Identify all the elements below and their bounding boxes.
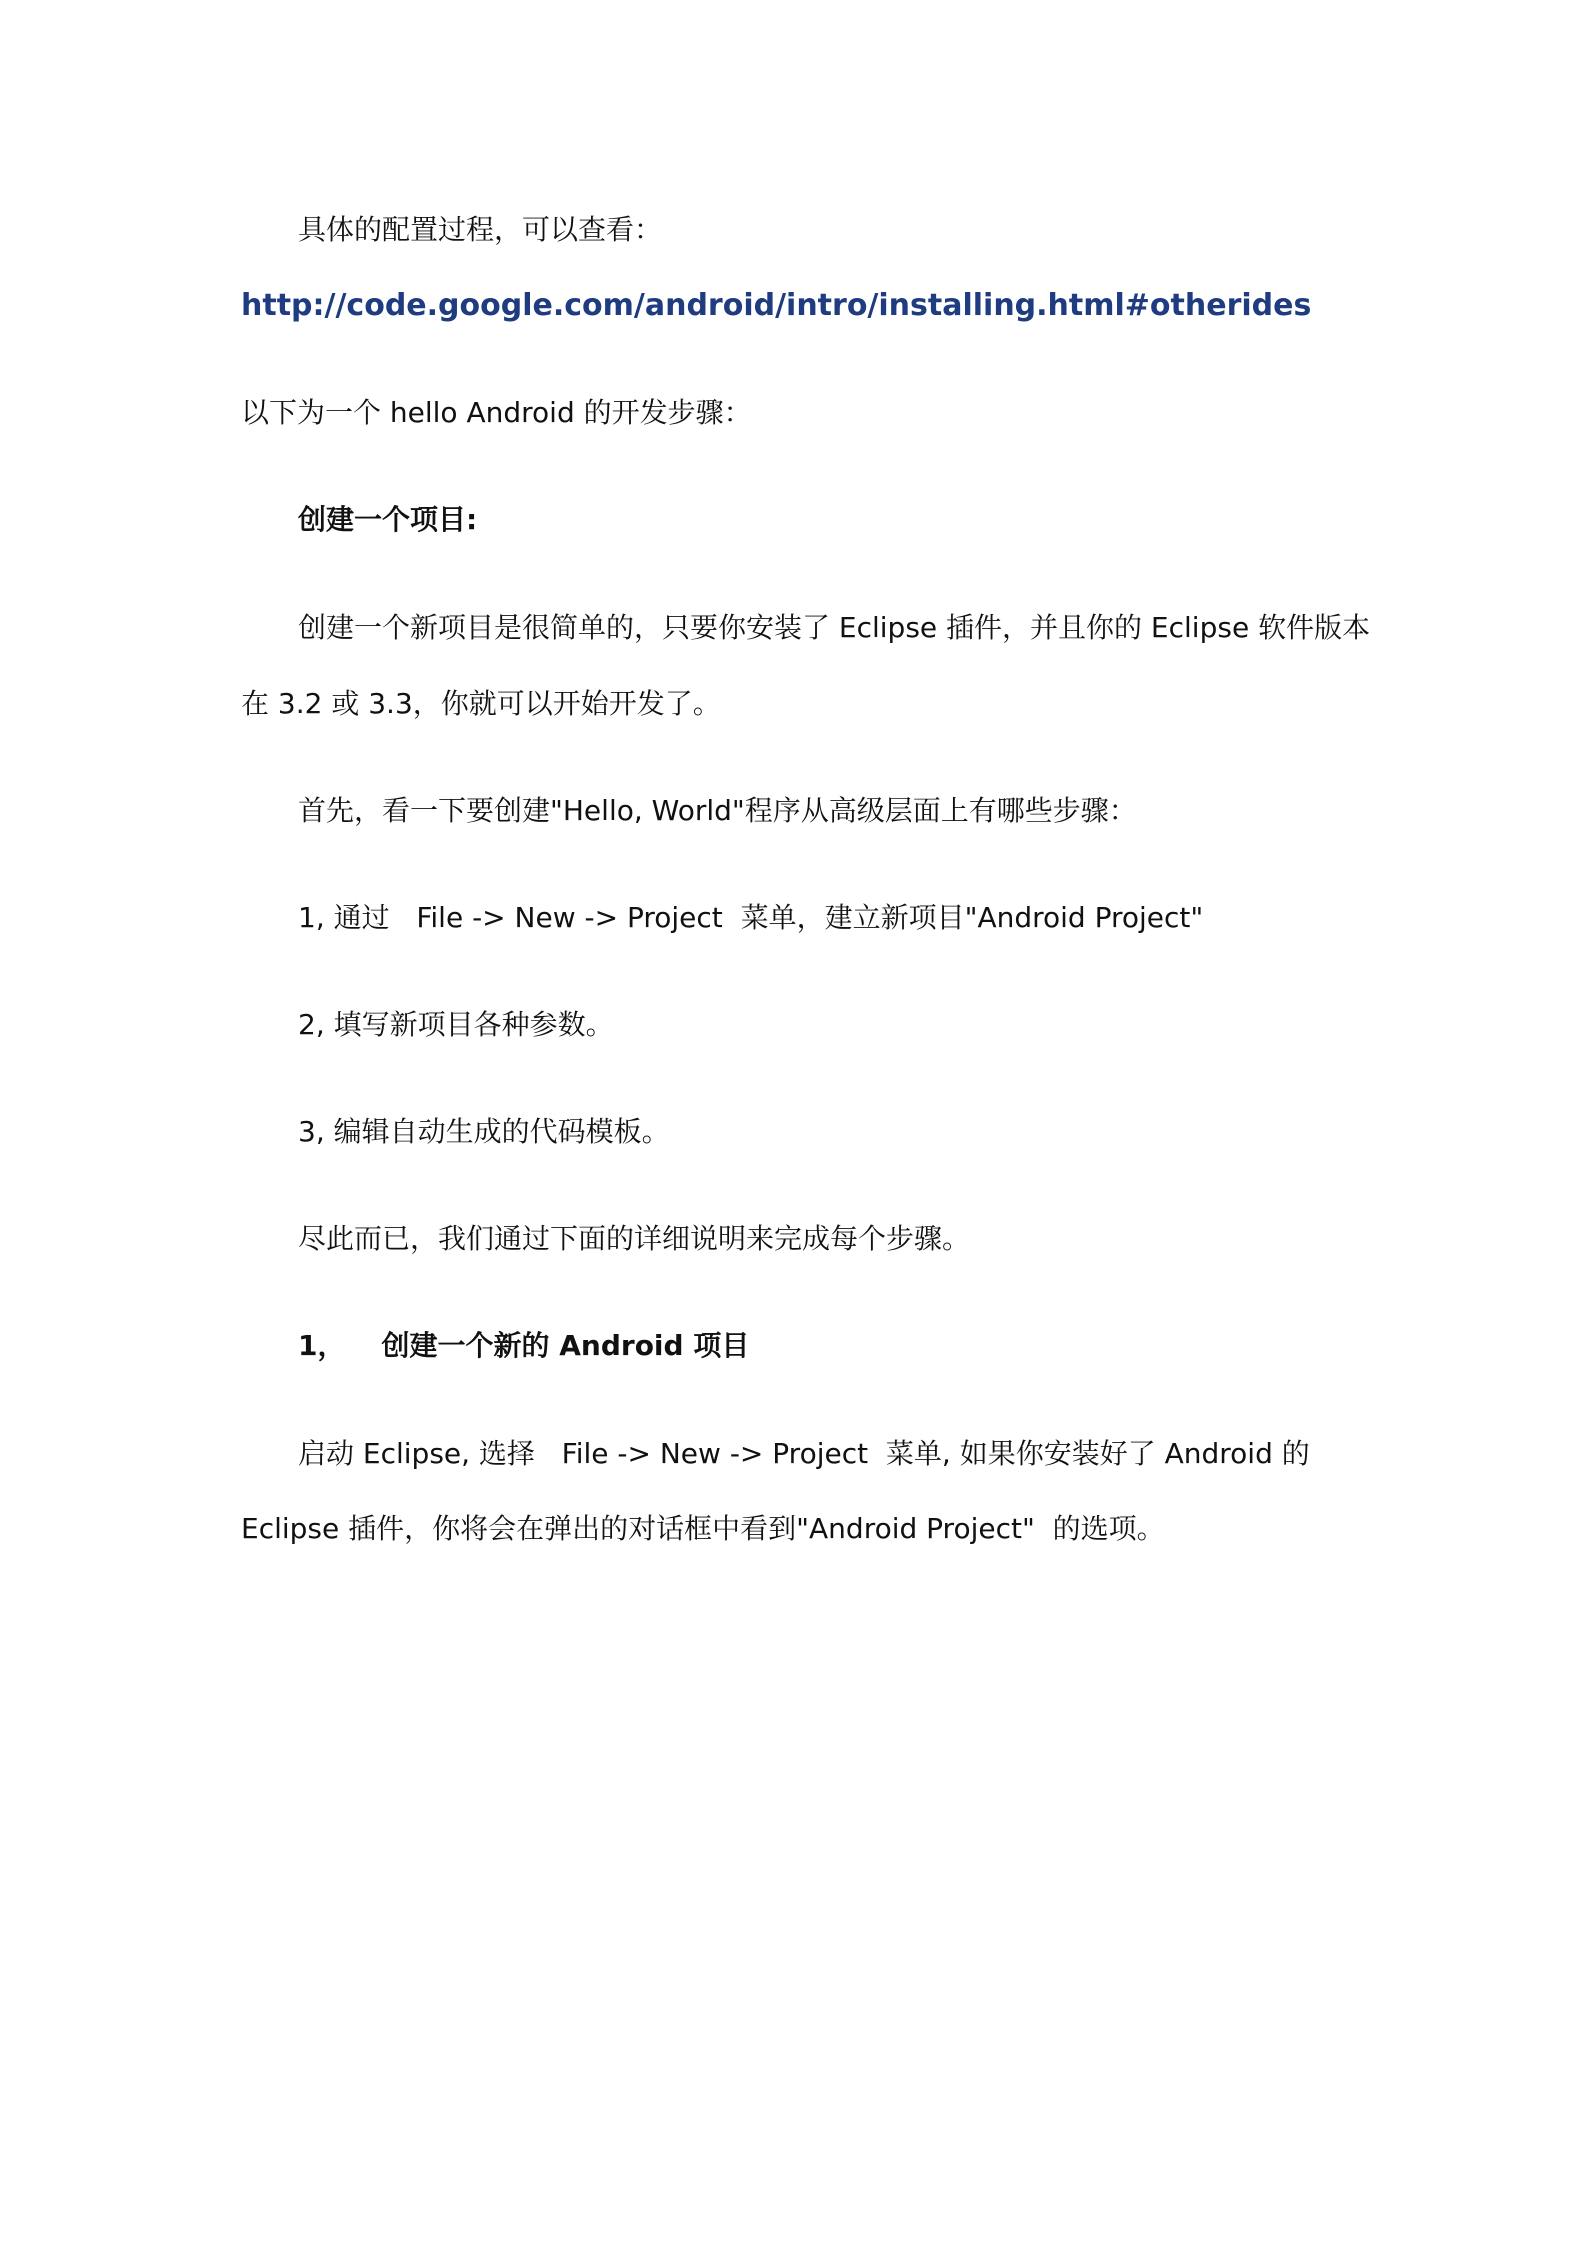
subheading-title: 创建一个新的 Android 项目: [381, 1329, 750, 1362]
subheading-number: 1，: [298, 1329, 346, 1362]
step-item-3: 3, 编辑自动生成的代码模板。: [298, 1115, 670, 1148]
installing-guide-link[interactable]: http://code.google.com/android/intro/installing.html#otherides: [241, 288, 1312, 323]
closing-line: 尽此而已，我们通过下面的详细说明来完成每个步骤。: [298, 1222, 971, 1255]
section-heading: 创建一个项目:: [298, 503, 478, 536]
paragraph-2-line-2: Eclipse 插件，你将会在弹出的对话框中看到"Android Project" 的选项。: [241, 1512, 1165, 1545]
paragraph-1-line-1: 创建一个新项目是很简单的，只要你安装了 Eclipse 插件，并且你的 Eclipse 软件版本: [298, 611, 1371, 644]
overview-line: 首先，看一下要创建"Hello, World"程序从高级层面上有哪些步骤：: [298, 794, 1137, 827]
steps-intro-line: 以下为一个 hello Android 的开发步骤：: [241, 396, 752, 429]
subheading: [298, 1328, 749, 1364]
step-item-2: 2, 填写新项目各种参数。: [298, 1008, 614, 1041]
intro-line: 具体的配置过程，可以查看：: [298, 213, 663, 246]
paragraph-2-line-1: 启动 Eclipse, 选择 File -> New -> Project 菜单, 如果你安装好了 Android 的: [298, 1437, 1310, 1470]
paragraph-1-line-2: 在 3.2 或 3.3，你就可以开始开发了。: [241, 687, 721, 720]
step-item-1: 1, 通过 File -> New -> Project 菜单，建立新项目"Android Project": [298, 901, 1204, 934]
